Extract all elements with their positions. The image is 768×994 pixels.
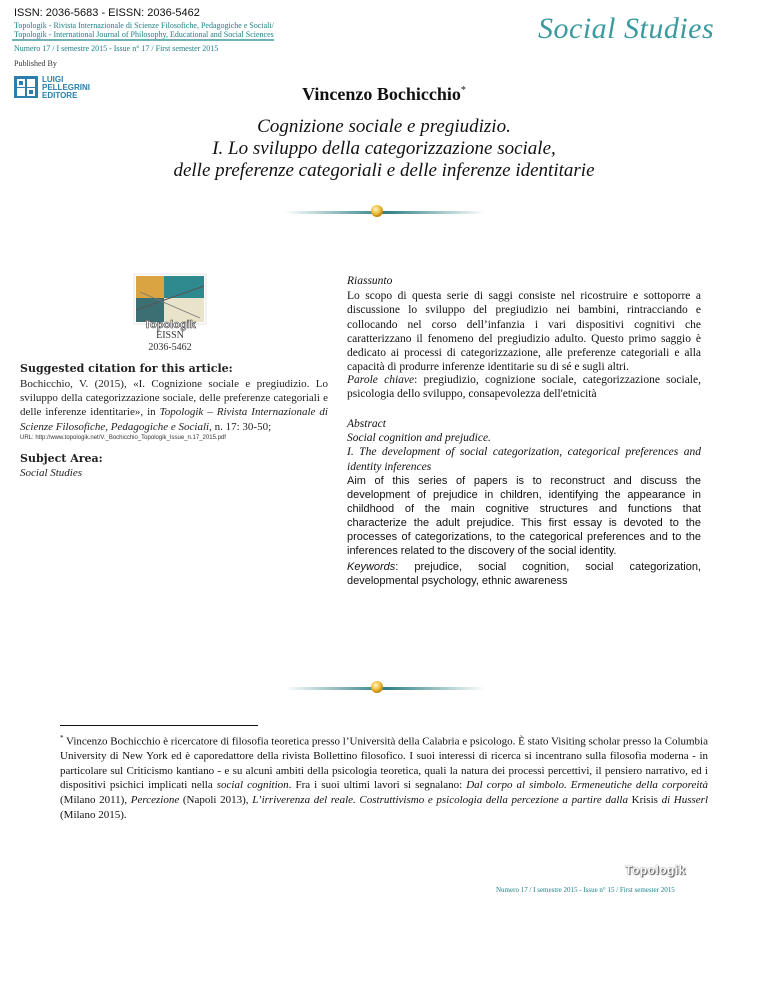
section-brand: Social Studies bbox=[538, 12, 715, 45]
issue-line-bottom: Numero 17 / I semestre 2015 - Issue n° 15 / First semester 2015 bbox=[496, 886, 675, 894]
cover-eissn-label: EISSN bbox=[156, 330, 184, 341]
issn-line: ISSN: 2036-5683 - EISSN: 2036-5462 bbox=[14, 7, 200, 19]
publisher-logo-line2: PELLEGRINI bbox=[42, 83, 91, 92]
keywords-label: Keywords bbox=[347, 561, 396, 573]
riassunto-body: Lo scopo di questa serie di saggi consiste nel ricostruire e sottoporre a discussione lo sviluppo del pregiudizio nei bambini, rintracciando e collocando nel corso dell’infanzia i vari dispositivi cognitivi che caratterizzano il fenomeno del pregiudizio adulto. Questo primo saggio è dedicato ai processi di categorizzazione, alle preferenze categoriali e alla capacità di produrre inferenze identitarie su di sé e sugli altri. bbox=[347, 290, 701, 374]
author-footnote-mark: * bbox=[460, 85, 466, 96]
citation-text: Bochicchio, V. (2015), «I. Cognizione sociale e pregiudizio. Lo sviluppo della categorizzazione sociale, delle preferenze categoriali e delle inferenze identitarie», in Topologik – Rivista Internazionale di Scienze Filosofiche, Pedagogiche e Sociali, n. 17: 30-50; bbox=[20, 378, 328, 433]
title-line-3: delle preferenze categoriali e delle inferenze identitarie bbox=[173, 160, 595, 181]
journal-name-it: Topologik - Rivista Internazionale di Scienze Filosofiche, Pedagogiche e Sociali/ bbox=[14, 21, 274, 30]
publisher-logo-line3: EDITORE bbox=[42, 91, 78, 100]
citation-journal: Topologik – Rivista Internazionale di Scienze Filosofiche, Pedagogiche e Sociali bbox=[20, 406, 328, 433]
abstract-title: Social cognition and prejudice. I. The development of social categorization, categorical preferences and identity inferences bbox=[347, 432, 701, 473]
citation-heading: Suggested citation for this article: bbox=[20, 362, 233, 375]
issue-line-top: Numero 17 / I semestre 2015 - Issue n° 17 / First semester 2015 bbox=[14, 44, 219, 53]
author-name: Vincenzo Bochicchio* bbox=[302, 84, 466, 104]
cover-label: Topologik bbox=[144, 319, 196, 331]
author-footnote: * Vincenzo Bochicchio è ricercatore di filosofia teoretica presso l’Università della Calabria e psicologo. È stato Visiting scholar presso la Columbia University di New York ed è caporedattore della rivista Bollettino filosofico. I suoi interessi di ricerca si incentrano sulla filosofia moderna - in particolare sul Criticismo kantiano - e su alcuni ambiti della psicologia teoretica, quali la natura dei processi percettivi, il pensiero narrativo, ed i dispositivi psichici implicati nella social cognition. Fra i suoi ultimi lavori si segnalano: Dal corpo al simbolo. Ermeneutiche della corporeità (Milano 2011), Percezione (Napoli 2013), L’irriverenza del reale. Costruttivismo e psicologia della percezione a partire dalla Krisis di Husserl (Milano 2015). bbox=[60, 734, 709, 821]
cover-eissn-number: 2036-5462 bbox=[148, 342, 192, 353]
publisher-logo-line1: LUIGI bbox=[42, 75, 64, 84]
subject-area-heading: Subject Area: bbox=[20, 452, 103, 465]
riassunto-heading: Riassunto bbox=[347, 275, 393, 287]
parole-chiave: Parole chiave: pregiudizio, cognizione sociale, categorizzazione sociale, psicologia dello sviluppo, consapevolezza dell'etnicità bbox=[347, 374, 701, 401]
footer-logo: Topologik bbox=[625, 863, 686, 877]
keywords: Keywords: prejudice, social cognition, social categorization, developmental psychology, ethnic awareness bbox=[347, 561, 701, 588]
footnote-mark: * bbox=[60, 734, 64, 742]
ornamental-divider-bottom bbox=[285, 678, 485, 698]
citation-url[interactable]: URL: http://www.topologik.net/V._Bochicchio_Topologik_Issue_n.17_2015.pdf bbox=[20, 435, 226, 441]
published-by-label: Published By bbox=[14, 59, 57, 68]
subject-area-value: Social Studies bbox=[20, 467, 83, 479]
footnote-rule bbox=[60, 725, 258, 726]
ornamental-divider bbox=[285, 202, 485, 222]
abstract-body: Aim of this series of papers is to reconstruct and discuss the development of prejudice in children, identifying the appearance in childhood of the main cognitive structures and functions that characterize the adult prejudice. This first essay is devoted to the processes of categorizations, to the categorical preferences and to the inferences related to the discovery of the social identity. bbox=[347, 475, 701, 558]
title-line-2: I. Lo sviluppo della categorizzazione sociale, bbox=[212, 138, 556, 159]
abstract-heading: Abstract bbox=[347, 418, 386, 430]
header-rule bbox=[12, 39, 274, 41]
journal-name-en: Topologik - International Journal of Philosophy, Educational and Social Sciences bbox=[14, 30, 274, 39]
parole-chiave-label: Parole chiave bbox=[347, 374, 415, 386]
article-title bbox=[60, 116, 708, 182]
title-line-1: Cognizione sociale e pregiudizio. bbox=[257, 116, 511, 137]
